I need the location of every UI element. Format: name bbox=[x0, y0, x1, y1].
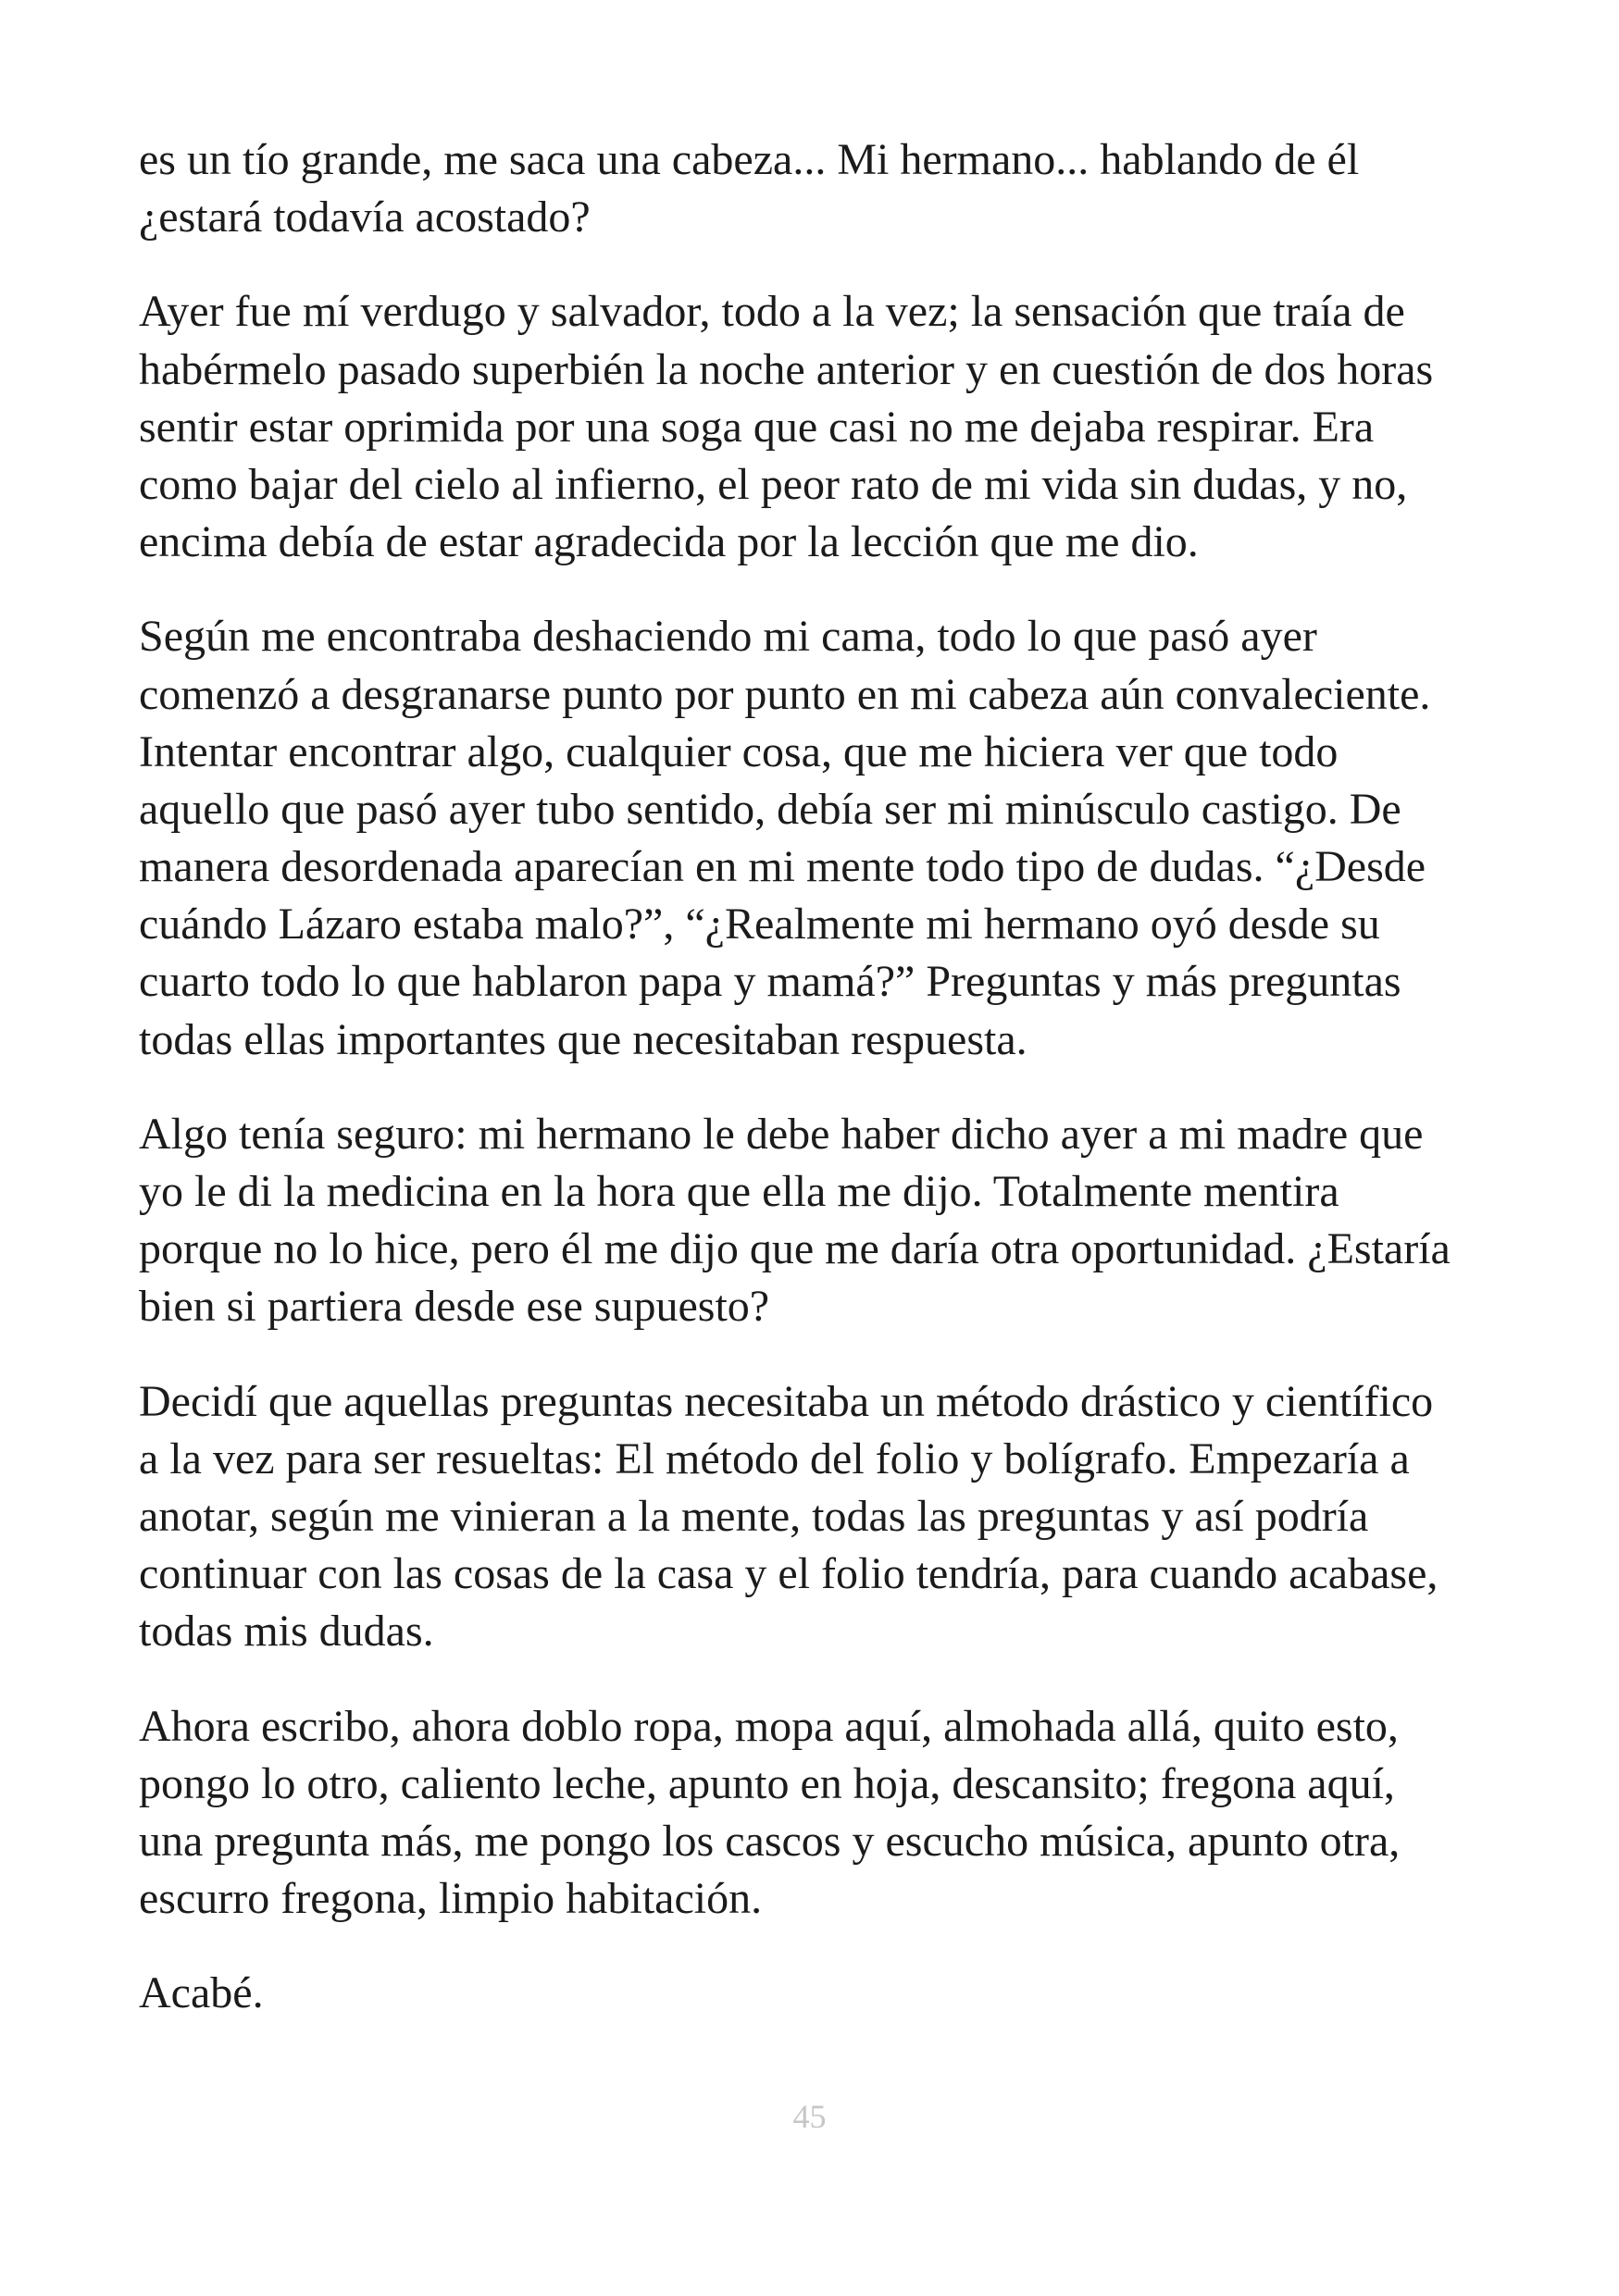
text-line: continuar con las cosas de la casa y el folio tendría, para cuando acabase, bbox=[139, 1549, 1438, 1599]
page-number: 45 bbox=[792, 2098, 827, 2135]
text-line: Intentar encontrar algo, cualquier cosa, que me hiciera ver que todo bbox=[139, 726, 1339, 776]
text-line: todas ellas importantes que necesitaban respuesta. bbox=[139, 1014, 1027, 1064]
text-line: Ayer fue mí verdugo y salvador, todo a la vez; la sensación que traía de bbox=[139, 287, 1405, 337]
text-line: manera desordenada aparecían en mi mente todo tipo de dudas. “¿Desde bbox=[139, 842, 1426, 892]
text-line: pongo lo otro, caliento leche, apunto en hoja, descansito; fregona aquí, bbox=[139, 1758, 1395, 1808]
text-line: encima debía de estar agradecida por la lección que me dio. bbox=[139, 517, 1199, 567]
text-line: Decidí que aquellas preguntas necesitaba un método drástico y científico bbox=[139, 1376, 1434, 1426]
text-line: cuándo Lázaro estaba malo?”, “¿Realmente mi hermano oyó desde su bbox=[139, 900, 1380, 949]
text-line: todas mis dudas. bbox=[139, 1607, 434, 1657]
paragraph-4 bbox=[139, 1106, 1583, 1336]
text-line: Algo tenía seguro: mi hermano le debe haber dicho ayer a mi madre que bbox=[139, 1109, 1424, 1159]
paragraph-1 bbox=[139, 131, 1583, 246]
text-line: a la vez para ser resueltas: El método del folio y bolígrafo. Empezaría a bbox=[139, 1433, 1410, 1483]
text-line: escurro fregona, limpio habitación. bbox=[139, 1874, 763, 1924]
text-line: Según me encontraba deshaciendo mi cama, todo lo que pasó ayer bbox=[139, 612, 1317, 662]
text-line: porque no lo hice, pero él me dijo que me daría otra oportunidad. ¿Estaría bbox=[139, 1224, 1451, 1274]
text-line: ¿estará todavía acostado? bbox=[139, 192, 591, 242]
paragraph-5 bbox=[139, 1373, 1583, 1661]
text-line: comenzó a desgranarse punto por punto en mi cabeza aún convaleciente. bbox=[139, 669, 1431, 719]
paragraph-6 bbox=[139, 1698, 1583, 1929]
paragraph-3 bbox=[139, 608, 1583, 1069]
paragraph-7 bbox=[139, 1965, 1583, 2022]
text-line: cuarto todo lo que hablaron papa y mamá?” Preguntas y más preguntas bbox=[139, 957, 1401, 1007]
text-line: sentir estar oprimida por una soga que casi no me dejaba respirar. Era bbox=[139, 402, 1375, 452]
text-line: como bajar del cielo al infierno, el peor rato de mi vida sin dudas, y no, bbox=[139, 459, 1408, 509]
page-body bbox=[139, 131, 1583, 2059]
paragraph-2 bbox=[139, 283, 1583, 571]
text-line: aquello que pasó ayer tubo sentido, debía ser mi minúsculo castigo. De bbox=[139, 784, 1401, 834]
text-line: Ahora escribo, ahora doblo ropa, mopa aquí, almohada allá, quito esto, bbox=[139, 1701, 1399, 1751]
text-line: habérmelo pasado superbién la noche anterior y en cuestión de dos horas bbox=[139, 344, 1434, 394]
text-line: bien si partiera desde ese supuesto? bbox=[139, 1282, 770, 1332]
text-line: una pregunta más, me pongo los cascos y escucho música, apunto otra, bbox=[139, 1816, 1401, 1866]
text-line: anotar, según me vinieran a la mente, todas las preguntas y así podría bbox=[139, 1491, 1369, 1541]
text-line: Acabé. bbox=[139, 1968, 264, 2018]
text-line: yo le di la medicina en la hora que ella me dijo. Totalmente mentira bbox=[139, 1167, 1339, 1216]
text-line: es un tío grande, me saca una cabeza... Mi hermano... hablando de él bbox=[139, 135, 1360, 184]
